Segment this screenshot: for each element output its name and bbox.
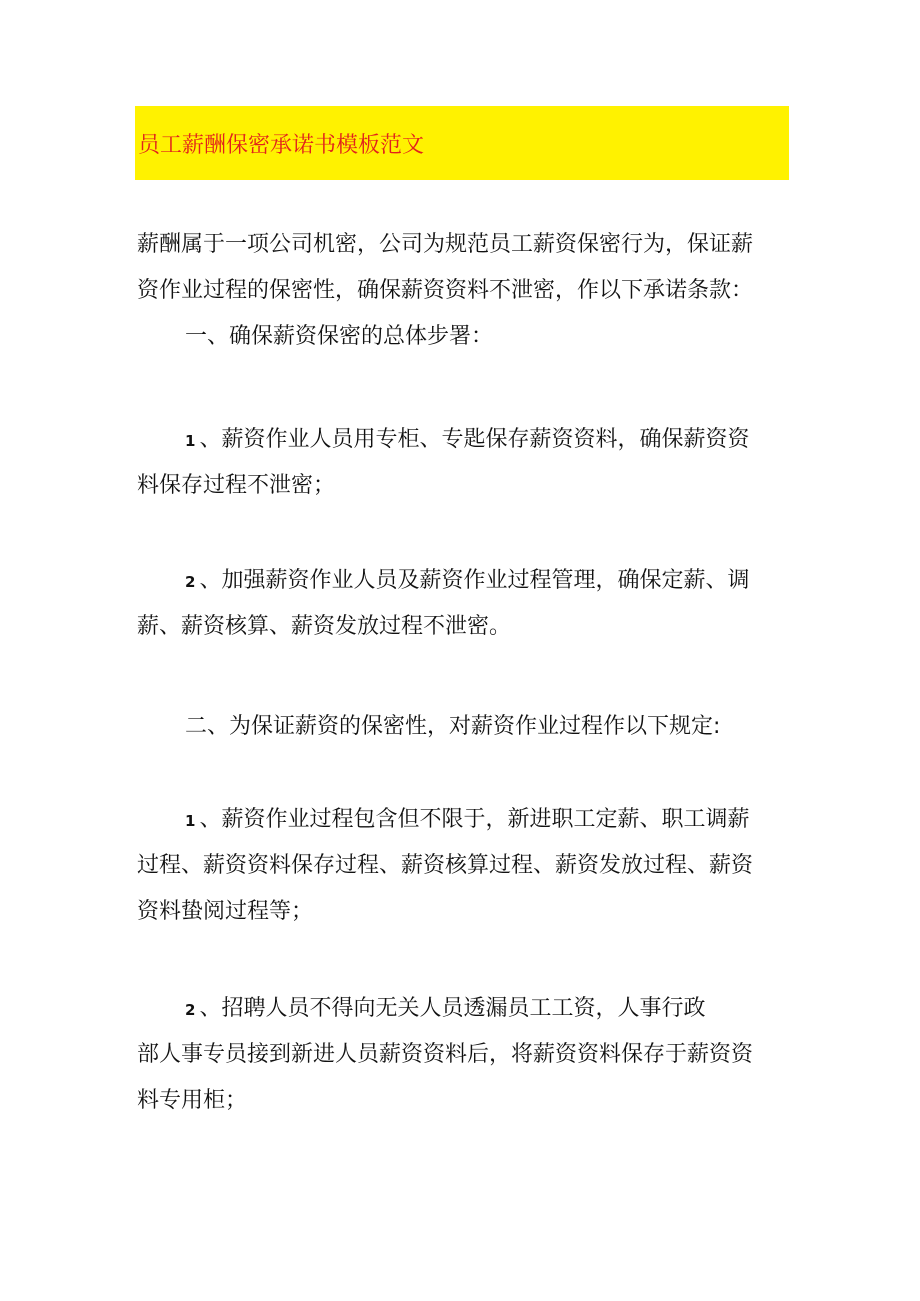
- intro-line-2: 资作业过程的保密性，确保薪资资料不泄密，作以下承诺条款：: [137, 278, 754, 303]
- section-1-item-1-line-2: 料保存过程不泄密；: [137, 473, 336, 498]
- section-2-item-1-line-2: 过程、薪资资料保存过程、薪资核算过程、薪资发放过程、薪资: [137, 853, 754, 878]
- section-2-item-1: [137, 797, 793, 935]
- title-banner: [135, 106, 789, 180]
- item-text: 、加强薪资作业人员及薪资作业过程管理，确保定薪、调: [199, 568, 750, 593]
- section-1-item-2-line-1: [137, 558, 793, 604]
- section-2-item-2-line-2: 部人事专员接到新进人员薪资资料后，将薪资资料保存于薪资资: [137, 1042, 754, 1067]
- intro-line-1: 薪酬属于一项公司机密，公司为规范员工薪资保密行为，保证薪: [137, 232, 754, 257]
- item-number: 2: [185, 573, 196, 591]
- item-number: 1: [185, 432, 196, 450]
- item-number: 1: [185, 812, 196, 830]
- section-2-heading: 二、为保证薪资的保密性，对薪资作业过程作以下规定:: [185, 714, 721, 739]
- item-text: 、薪资作业过程包含但不限于，新进职工定薪、职工调薪: [199, 807, 750, 832]
- section-1-item-2: [137, 558, 793, 650]
- section-2-item-2: [137, 986, 793, 1124]
- section-2-item-2-line-1: [137, 986, 793, 1032]
- section-2-item-2-line-3: 料专用柜；: [137, 1088, 248, 1113]
- section-2-heading-block: [137, 704, 793, 750]
- section-1-heading: 一、确保薪资保密的总体步署：: [185, 324, 494, 349]
- item-text: 、薪资作业人员用专柜、专匙保存薪资资料，确保薪资资: [199, 427, 750, 452]
- intro-paragraph: [137, 222, 793, 360]
- section-1-item-2-line-2: 薪、薪资核算、薪资发放过程不泄密。: [137, 614, 512, 639]
- item-number: 2: [185, 1001, 196, 1019]
- section-2-item-1-line-3: 资料蛰阅过程等；: [137, 899, 314, 924]
- section-1-item-1: [137, 417, 793, 509]
- section-1-item-1-line-1: [137, 417, 793, 463]
- document-title: 员工薪酬保密承诺书模板范文: [138, 132, 425, 158]
- item-text: 、招聘人员不得向无关人员透漏员工工资，人事行政: [199, 996, 706, 1021]
- section-2-item-1-line-1: [137, 797, 793, 843]
